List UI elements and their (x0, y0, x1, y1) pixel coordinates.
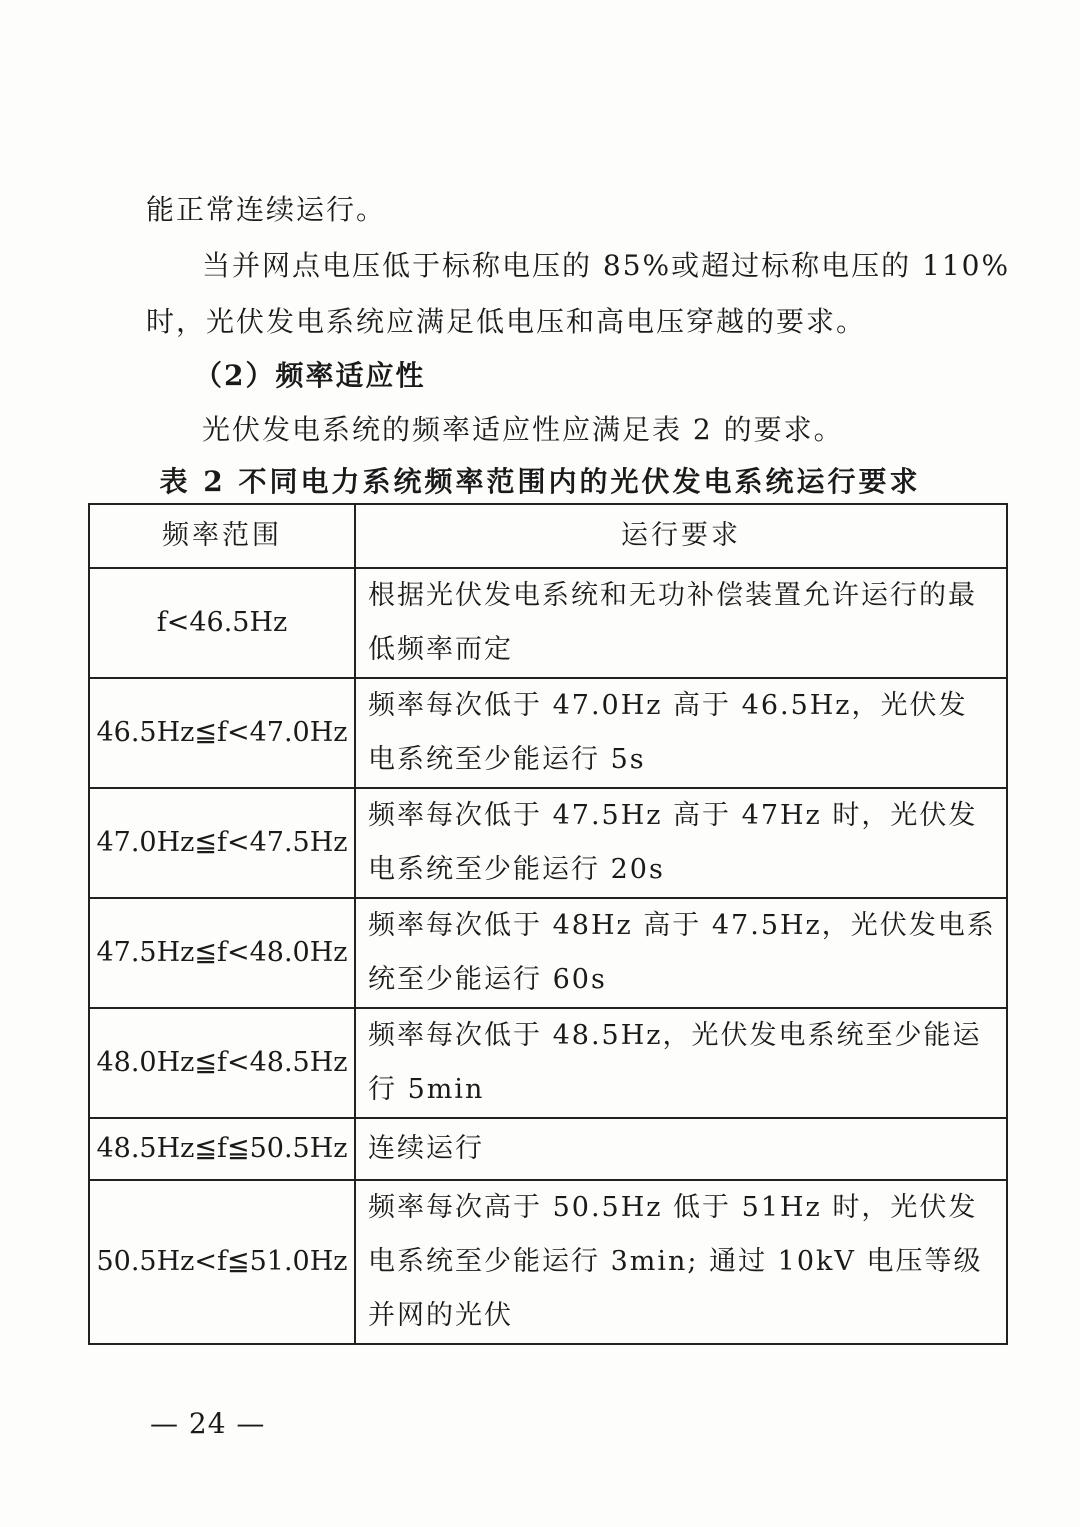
table-row (89, 1118, 1007, 1180)
section-heading: （2）频率适应性 (194, 359, 426, 392)
table-caption: 表 2 不同电力系统频率范围内的光伏发电系统运行要求 (159, 465, 921, 498)
frequency-range-cell: 46.5Hz≦f<47.0Hz (89, 678, 355, 788)
requirement-cell: 频率每次低于 47.0Hz 高于 46.5Hz，光伏发电系统至少能运行 5s (355, 678, 1007, 788)
table-row (89, 898, 1007, 1008)
requirement-cell: 根据光伏发电系统和无功补偿装置允许运行的最低频率而定 (355, 568, 1007, 678)
paragraph-line: 当并网点电压低于标称电压的 85%或超过标称电压的 110% (202, 249, 1011, 282)
table-row (89, 568, 1007, 678)
requirement-cell: 频率每次低于 48Hz 高于 47.5Hz，光伏发电系统至少能运行 60s (355, 898, 1007, 1008)
frequency-range-cell: 47.5Hz≦f<48.0Hz (89, 898, 355, 1008)
frequency-range-cell: 47.0Hz≦f<47.5Hz (89, 788, 355, 898)
table-row (89, 1008, 1007, 1118)
frequency-range-cell: 48.5Hz≦f≦50.5Hz (89, 1118, 355, 1180)
paragraph-line: 光伏发电系统的频率适应性应满足表 2 的要求。 (202, 413, 844, 446)
paragraph-line: 能正常连续运行。 (146, 193, 387, 226)
frequency-range-cell: 50.5Hz<f≦51.0Hz (89, 1180, 355, 1344)
table-row (89, 678, 1007, 788)
requirement-cell: 频率每次高于 50.5Hz 低于 51Hz 时，光伏发电系统至少能运行 3min; 通过 10kV 电压等级并网的光伏 (355, 1180, 1007, 1344)
table-row (89, 1180, 1007, 1344)
frequency-table (88, 503, 1008, 1345)
page-number: — 24 — (150, 1407, 266, 1440)
requirement-cell: 连续运行 (355, 1118, 1007, 1180)
frequency-range-cell: 48.0Hz≦f<48.5Hz (89, 1008, 355, 1118)
frequency-range-cell: f<46.5Hz (89, 568, 355, 678)
table-row (89, 788, 1007, 898)
requirement-cell: 频率每次低于 48.5Hz，光伏发电系统至少能运行 5min (355, 1008, 1007, 1118)
column-header-frequency-range: 频率范围 (89, 504, 355, 568)
column-header-requirement: 运行要求 (355, 504, 1007, 568)
requirement-cell: 频率每次低于 47.5Hz 高于 47Hz 时，光伏发电系统至少能运行 20s (355, 788, 1007, 898)
paragraph-line: 时，光伏发电系统应满足低电压和高电压穿越的要求。 (146, 305, 867, 338)
table-header-row (89, 504, 1007, 568)
